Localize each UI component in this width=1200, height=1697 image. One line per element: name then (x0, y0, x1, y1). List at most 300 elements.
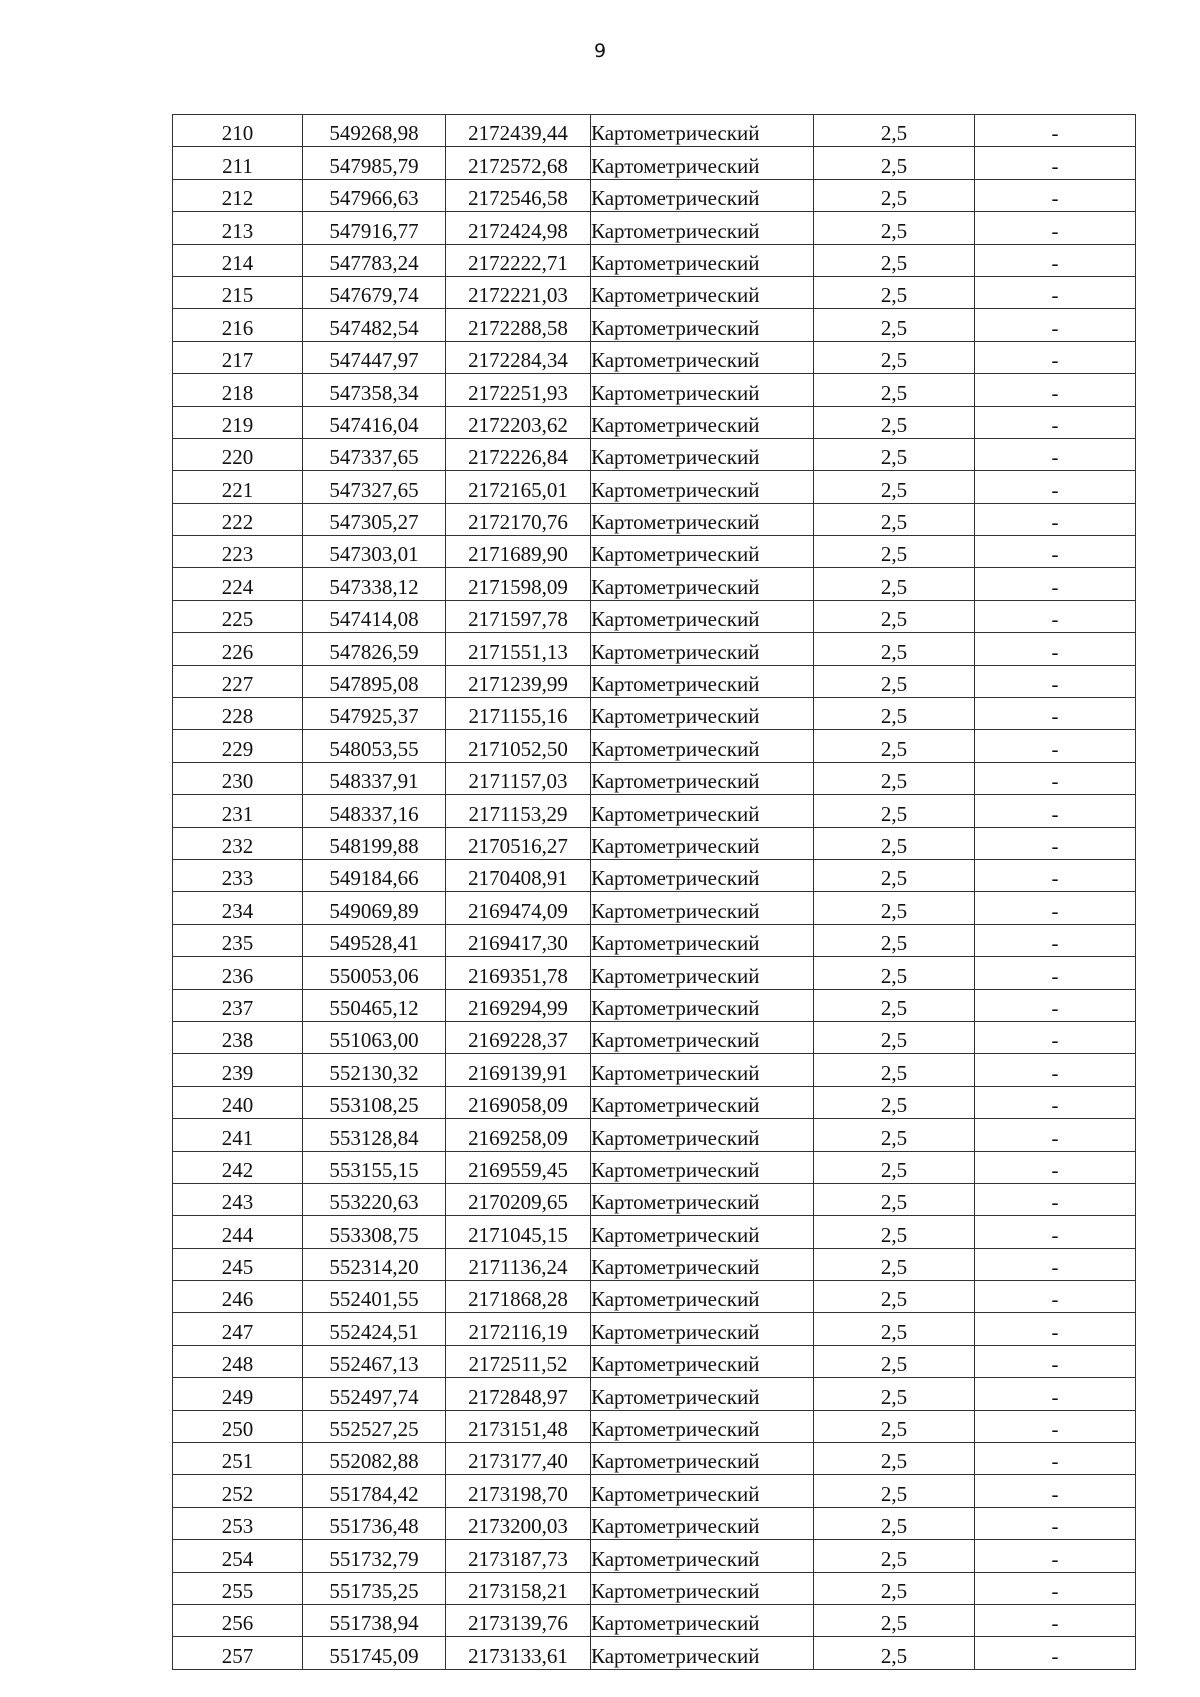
description-cell: - (975, 1119, 1136, 1151)
method-cell: Картометрический (591, 1021, 814, 1053)
method-cell: Картометрический (591, 503, 814, 535)
point-number-cell: 231 (173, 795, 303, 827)
method-cell: Картометрический (591, 924, 814, 956)
accuracy-cell: 2,5 (814, 179, 975, 211)
y-coordinate-cell: 2172203,62 (446, 406, 591, 438)
x-coordinate-cell: 548337,16 (303, 795, 446, 827)
x-coordinate-cell: 549268,98 (303, 115, 446, 147)
x-coordinate-cell: 547925,37 (303, 698, 446, 730)
point-number-cell: 224 (173, 568, 303, 600)
y-coordinate-cell: 2169294,99 (446, 989, 591, 1021)
description-cell: - (975, 1313, 1136, 1345)
method-cell: Картометрический (591, 536, 814, 568)
y-coordinate-cell: 2169258,09 (446, 1119, 591, 1151)
accuracy-cell: 2,5 (814, 957, 975, 989)
table-row (173, 698, 1136, 730)
accuracy-cell: 2,5 (814, 503, 975, 535)
accuracy-cell: 2,5 (814, 600, 975, 632)
description-cell: - (975, 1507, 1136, 1539)
table-row (173, 1540, 1136, 1572)
x-coordinate-cell: 552467,13 (303, 1345, 446, 1377)
method-cell: Картометрический (591, 471, 814, 503)
point-number-cell: 239 (173, 1054, 303, 1086)
description-cell: - (975, 795, 1136, 827)
method-cell: Картометрический (591, 698, 814, 730)
description-cell: - (975, 1378, 1136, 1410)
y-coordinate-cell: 2172572,68 (446, 147, 591, 179)
point-number-cell: 210 (173, 115, 303, 147)
accuracy-cell: 2,5 (814, 341, 975, 373)
point-number-cell: 217 (173, 341, 303, 373)
description-cell: - (975, 633, 1136, 665)
accuracy-cell: 2,5 (814, 1540, 975, 1572)
description-cell: - (975, 438, 1136, 470)
description-cell: - (975, 1637, 1136, 1669)
description-cell: - (975, 536, 1136, 568)
description-cell: - (975, 957, 1136, 989)
point-number-cell: 256 (173, 1604, 303, 1636)
table-row (173, 1572, 1136, 1604)
x-coordinate-cell: 552401,55 (303, 1281, 446, 1313)
description-cell: - (975, 471, 1136, 503)
y-coordinate-cell: 2172288,58 (446, 309, 591, 341)
x-coordinate-cell: 551732,79 (303, 1540, 446, 1572)
description-cell: - (975, 341, 1136, 373)
table-row (173, 471, 1136, 503)
accuracy-cell: 2,5 (814, 244, 975, 276)
method-cell: Картометрический (591, 147, 814, 179)
table-row (173, 309, 1136, 341)
x-coordinate-cell: 547358,34 (303, 374, 446, 406)
x-coordinate-cell: 547985,79 (303, 147, 446, 179)
point-number-cell: 213 (173, 212, 303, 244)
x-coordinate-cell: 552082,88 (303, 1443, 446, 1475)
accuracy-cell: 2,5 (814, 859, 975, 891)
y-coordinate-cell: 2173177,40 (446, 1443, 591, 1475)
description-cell: - (975, 179, 1136, 211)
x-coordinate-cell: 549528,41 (303, 924, 446, 956)
table-row (173, 438, 1136, 470)
accuracy-cell: 2,5 (814, 406, 975, 438)
accuracy-cell: 2,5 (814, 827, 975, 859)
x-coordinate-cell: 547482,54 (303, 309, 446, 341)
y-coordinate-cell: 2169058,09 (446, 1086, 591, 1118)
x-coordinate-cell: 553220,63 (303, 1183, 446, 1215)
method-cell: Картометрический (591, 1281, 814, 1313)
method-cell: Картометрический (591, 1540, 814, 1572)
accuracy-cell: 2,5 (814, 892, 975, 924)
page-number: 9 (593, 40, 607, 62)
description-cell: - (975, 503, 1136, 535)
method-cell: Картометрический (591, 1345, 814, 1377)
y-coordinate-cell: 2170408,91 (446, 859, 591, 891)
x-coordinate-cell: 547414,08 (303, 600, 446, 632)
accuracy-cell: 2,5 (814, 1248, 975, 1280)
table-row (173, 1475, 1136, 1507)
table-row (173, 730, 1136, 762)
x-coordinate-cell: 551063,00 (303, 1021, 446, 1053)
description-cell: - (975, 1248, 1136, 1280)
method-cell: Картометрический (591, 212, 814, 244)
table-row (173, 536, 1136, 568)
accuracy-cell: 2,5 (814, 309, 975, 341)
y-coordinate-cell: 2172222,71 (446, 244, 591, 276)
accuracy-cell: 2,5 (814, 795, 975, 827)
accuracy-cell: 2,5 (814, 1313, 975, 1345)
point-number-cell: 227 (173, 665, 303, 697)
x-coordinate-cell: 551736,48 (303, 1507, 446, 1539)
method-cell: Картометрический (591, 1183, 814, 1215)
method-cell: Картометрический (591, 1151, 814, 1183)
y-coordinate-cell: 2171689,90 (446, 536, 591, 568)
x-coordinate-cell: 547416,04 (303, 406, 446, 438)
y-coordinate-cell: 2172424,98 (446, 212, 591, 244)
method-cell: Картометрический (591, 665, 814, 697)
method-cell: Картометрический (591, 892, 814, 924)
method-cell: Картометрический (591, 1248, 814, 1280)
method-cell: Картометрический (591, 1216, 814, 1248)
y-coordinate-cell: 2172170,76 (446, 503, 591, 535)
table-row (173, 795, 1136, 827)
x-coordinate-cell: 547327,65 (303, 471, 446, 503)
accuracy-cell: 2,5 (814, 1572, 975, 1604)
method-cell: Картометрический (591, 600, 814, 632)
y-coordinate-cell: 2173133,61 (446, 1637, 591, 1669)
method-cell: Картометрический (591, 957, 814, 989)
table-row (173, 374, 1136, 406)
description-cell: - (975, 827, 1136, 859)
method-cell: Картометрический (591, 762, 814, 794)
point-number-cell: 250 (173, 1410, 303, 1442)
method-cell: Картометрический (591, 115, 814, 147)
method-cell: Картометрический (591, 795, 814, 827)
x-coordinate-cell: 553108,25 (303, 1086, 446, 1118)
y-coordinate-cell: 2171157,03 (446, 762, 591, 794)
description-cell: - (975, 762, 1136, 794)
method-cell: Картометрический (591, 989, 814, 1021)
accuracy-cell: 2,5 (814, 1410, 975, 1442)
method-cell: Картометрический (591, 179, 814, 211)
point-number-cell: 252 (173, 1475, 303, 1507)
point-number-cell: 232 (173, 827, 303, 859)
y-coordinate-cell: 2169228,37 (446, 1021, 591, 1053)
table-row (173, 1183, 1136, 1215)
point-number-cell: 212 (173, 179, 303, 211)
point-number-cell: 225 (173, 600, 303, 632)
table-row (173, 1248, 1136, 1280)
y-coordinate-cell: 2171052,50 (446, 730, 591, 762)
table-row (173, 859, 1136, 891)
x-coordinate-cell: 549184,66 (303, 859, 446, 891)
accuracy-cell: 2,5 (814, 730, 975, 762)
y-coordinate-cell: 2170516,27 (446, 827, 591, 859)
point-number-cell: 214 (173, 244, 303, 276)
description-cell: - (975, 1183, 1136, 1215)
table-row (173, 1119, 1136, 1151)
point-number-cell: 247 (173, 1313, 303, 1345)
y-coordinate-cell: 2171597,78 (446, 600, 591, 632)
accuracy-cell: 2,5 (814, 762, 975, 794)
accuracy-cell: 2,5 (814, 276, 975, 308)
y-coordinate-cell: 2171239,99 (446, 665, 591, 697)
y-coordinate-cell: 2171551,13 (446, 633, 591, 665)
y-coordinate-cell: 2173200,03 (446, 1507, 591, 1539)
description-cell: - (975, 1054, 1136, 1086)
method-cell: Картометрический (591, 730, 814, 762)
accuracy-cell: 2,5 (814, 1151, 975, 1183)
description-cell: - (975, 730, 1136, 762)
x-coordinate-cell: 547447,97 (303, 341, 446, 373)
description-cell: - (975, 1086, 1136, 1118)
table-row (173, 762, 1136, 794)
description-cell: - (975, 374, 1136, 406)
table-row (173, 1021, 1136, 1053)
method-cell: Картометрический (591, 827, 814, 859)
table-row (173, 1151, 1136, 1183)
description-cell: - (975, 147, 1136, 179)
method-cell: Картометрический (591, 1443, 814, 1475)
accuracy-cell: 2,5 (814, 1281, 975, 1313)
x-coordinate-cell: 550465,12 (303, 989, 446, 1021)
point-number-cell: 219 (173, 406, 303, 438)
y-coordinate-cell: 2171153,29 (446, 795, 591, 827)
description-cell: - (975, 698, 1136, 730)
description-cell: - (975, 1410, 1136, 1442)
table-row (173, 1216, 1136, 1248)
point-number-cell: 245 (173, 1248, 303, 1280)
method-cell: Картометрический (591, 859, 814, 891)
description-cell: - (975, 1475, 1136, 1507)
table-row (173, 244, 1136, 276)
method-cell: Картометрический (591, 276, 814, 308)
table-row (173, 924, 1136, 956)
y-coordinate-cell: 2172546,58 (446, 179, 591, 211)
method-cell: Картометрический (591, 1475, 814, 1507)
point-number-cell: 216 (173, 309, 303, 341)
x-coordinate-cell: 549069,89 (303, 892, 446, 924)
description-cell: - (975, 212, 1136, 244)
point-number-cell: 235 (173, 924, 303, 956)
table-row (173, 276, 1136, 308)
x-coordinate-cell: 552314,20 (303, 1248, 446, 1280)
accuracy-cell: 2,5 (814, 568, 975, 600)
x-coordinate-cell: 547303,01 (303, 536, 446, 568)
accuracy-cell: 2,5 (814, 471, 975, 503)
method-cell: Картометрический (591, 633, 814, 665)
table-row (173, 892, 1136, 924)
x-coordinate-cell: 550053,06 (303, 957, 446, 989)
accuracy-cell: 2,5 (814, 1507, 975, 1539)
accuracy-cell: 2,5 (814, 665, 975, 697)
table-row (173, 827, 1136, 859)
x-coordinate-cell: 551784,42 (303, 1475, 446, 1507)
y-coordinate-cell: 2170209,65 (446, 1183, 591, 1215)
y-coordinate-cell: 2173187,73 (446, 1540, 591, 1572)
method-cell: Картометрический (591, 1378, 814, 1410)
accuracy-cell: 2,5 (814, 1183, 975, 1215)
point-number-cell: 220 (173, 438, 303, 470)
point-number-cell: 223 (173, 536, 303, 568)
description-cell: - (975, 568, 1136, 600)
y-coordinate-cell: 2172284,34 (446, 341, 591, 373)
x-coordinate-cell: 552424,51 (303, 1313, 446, 1345)
point-number-cell: 222 (173, 503, 303, 535)
x-coordinate-cell: 551735,25 (303, 1572, 446, 1604)
table-row (173, 1443, 1136, 1475)
point-number-cell: 233 (173, 859, 303, 891)
method-cell: Картометрический (591, 1410, 814, 1442)
point-number-cell: 238 (173, 1021, 303, 1053)
y-coordinate-cell: 2172439,44 (446, 115, 591, 147)
table-row (173, 1604, 1136, 1636)
method-cell: Картометрический (591, 1119, 814, 1151)
description-cell: - (975, 115, 1136, 147)
coordinates-table (172, 114, 1136, 1670)
method-cell: Картометрический (591, 1572, 814, 1604)
point-number-cell: 244 (173, 1216, 303, 1248)
description-cell: - (975, 1572, 1136, 1604)
table-row (173, 179, 1136, 211)
y-coordinate-cell: 2172511,52 (446, 1345, 591, 1377)
point-number-cell: 230 (173, 762, 303, 794)
description-cell: - (975, 859, 1136, 891)
accuracy-cell: 2,5 (814, 698, 975, 730)
point-number-cell: 226 (173, 633, 303, 665)
accuracy-cell: 2,5 (814, 924, 975, 956)
y-coordinate-cell: 2172221,03 (446, 276, 591, 308)
y-coordinate-cell: 2173139,76 (446, 1604, 591, 1636)
method-cell: Картометрический (591, 309, 814, 341)
y-coordinate-cell: 2171136,24 (446, 1248, 591, 1280)
x-coordinate-cell: 547679,74 (303, 276, 446, 308)
x-coordinate-cell: 551738,94 (303, 1604, 446, 1636)
table-row (173, 115, 1136, 147)
y-coordinate-cell: 2172226,84 (446, 438, 591, 470)
table-row (173, 1345, 1136, 1377)
accuracy-cell: 2,5 (814, 633, 975, 665)
description-cell: - (975, 1151, 1136, 1183)
x-coordinate-cell: 547826,59 (303, 633, 446, 665)
x-coordinate-cell: 552497,74 (303, 1378, 446, 1410)
accuracy-cell: 2,5 (814, 212, 975, 244)
description-cell: - (975, 665, 1136, 697)
x-coordinate-cell: 552130,32 (303, 1054, 446, 1086)
table-row (173, 1410, 1136, 1442)
y-coordinate-cell: 2169417,30 (446, 924, 591, 956)
point-number-cell: 215 (173, 276, 303, 308)
x-coordinate-cell: 547916,77 (303, 212, 446, 244)
y-coordinate-cell: 2169559,45 (446, 1151, 591, 1183)
description-cell: - (975, 309, 1136, 341)
x-coordinate-cell: 547895,08 (303, 665, 446, 697)
point-number-cell: 242 (173, 1151, 303, 1183)
y-coordinate-cell: 2171598,09 (446, 568, 591, 600)
point-number-cell: 221 (173, 471, 303, 503)
description-cell: - (975, 406, 1136, 438)
x-coordinate-cell: 548053,55 (303, 730, 446, 762)
description-cell: - (975, 892, 1136, 924)
y-coordinate-cell: 2171868,28 (446, 1281, 591, 1313)
accuracy-cell: 2,5 (814, 1443, 975, 1475)
x-coordinate-cell: 553308,75 (303, 1216, 446, 1248)
point-number-cell: 228 (173, 698, 303, 730)
x-coordinate-cell: 553128,84 (303, 1119, 446, 1151)
description-cell: - (975, 1216, 1136, 1248)
point-number-cell: 249 (173, 1378, 303, 1410)
table-row (173, 1086, 1136, 1118)
accuracy-cell: 2,5 (814, 536, 975, 568)
x-coordinate-cell: 547966,63 (303, 179, 446, 211)
method-cell: Картометрический (591, 374, 814, 406)
method-cell: Картометрический (591, 1313, 814, 1345)
x-coordinate-cell: 552527,25 (303, 1410, 446, 1442)
accuracy-cell: 2,5 (814, 989, 975, 1021)
method-cell: Картометрический (591, 568, 814, 600)
accuracy-cell: 2,5 (814, 115, 975, 147)
point-number-cell: 254 (173, 1540, 303, 1572)
table-row (173, 406, 1136, 438)
x-coordinate-cell: 548337,91 (303, 762, 446, 794)
table-row (173, 989, 1136, 1021)
accuracy-cell: 2,5 (814, 1637, 975, 1669)
point-number-cell: 255 (173, 1572, 303, 1604)
point-number-cell: 234 (173, 892, 303, 924)
description-cell: - (975, 989, 1136, 1021)
y-coordinate-cell: 2173158,21 (446, 1572, 591, 1604)
method-cell: Картометрический (591, 341, 814, 373)
x-coordinate-cell: 547783,24 (303, 244, 446, 276)
table-row (173, 341, 1136, 373)
y-coordinate-cell: 2173151,48 (446, 1410, 591, 1442)
accuracy-cell: 2,5 (814, 438, 975, 470)
accuracy-cell: 2,5 (814, 1119, 975, 1151)
description-cell: - (975, 1021, 1136, 1053)
accuracy-cell: 2,5 (814, 1378, 975, 1410)
point-number-cell: 229 (173, 730, 303, 762)
table-row (173, 1313, 1136, 1345)
accuracy-cell: 2,5 (814, 374, 975, 406)
accuracy-cell: 2,5 (814, 1054, 975, 1086)
y-coordinate-cell: 2172251,93 (446, 374, 591, 406)
accuracy-cell: 2,5 (814, 1216, 975, 1248)
point-number-cell: 237 (173, 989, 303, 1021)
point-number-cell: 240 (173, 1086, 303, 1118)
accuracy-cell: 2,5 (814, 1475, 975, 1507)
point-number-cell: 251 (173, 1443, 303, 1475)
description-cell: - (975, 1443, 1136, 1475)
point-number-cell: 236 (173, 957, 303, 989)
table-row (173, 212, 1136, 244)
table-row (173, 957, 1136, 989)
method-cell: Картометрический (591, 1507, 814, 1539)
method-cell: Картометрический (591, 406, 814, 438)
accuracy-cell: 2,5 (814, 1345, 975, 1377)
description-cell: - (975, 924, 1136, 956)
method-cell: Картометрический (591, 1604, 814, 1636)
description-cell: - (975, 276, 1136, 308)
x-coordinate-cell: 553155,15 (303, 1151, 446, 1183)
y-coordinate-cell: 2169351,78 (446, 957, 591, 989)
table-row (173, 600, 1136, 632)
description-cell: - (975, 244, 1136, 276)
description-cell: - (975, 1540, 1136, 1572)
x-coordinate-cell: 547305,27 (303, 503, 446, 535)
x-coordinate-cell: 548199,88 (303, 827, 446, 859)
table-row (173, 1054, 1136, 1086)
coordinates-table-body (173, 115, 1136, 1670)
y-coordinate-cell: 2169139,91 (446, 1054, 591, 1086)
description-cell: - (975, 1345, 1136, 1377)
